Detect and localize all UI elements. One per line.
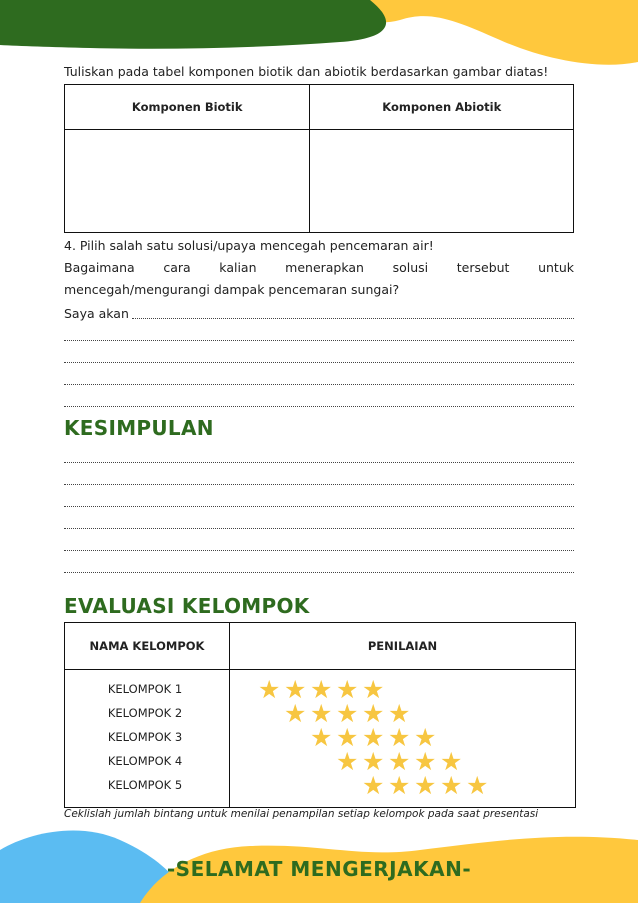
answer-line[interactable] xyxy=(64,384,574,385)
star-icon[interactable]: ★ xyxy=(310,723,333,752)
group-2-label: KELOMPOK 2 xyxy=(107,706,183,720)
star-icon[interactable]: ★ xyxy=(414,747,437,776)
header-abiotik: Komponen Abiotik xyxy=(310,85,574,130)
intro-instruction: Tuliskan pada tabel komponen biotik dan abiotik berdasarkan gambar diatas! xyxy=(64,64,549,79)
group-4-label: KELOMPOK 4 xyxy=(107,754,183,768)
header-nama-kelompok: NAMA KELOMPOK xyxy=(65,623,230,670)
star-icon[interactable]: ★ xyxy=(336,747,359,776)
star-icon[interactable]: ★ xyxy=(336,699,359,728)
star-icon[interactable]: ★ xyxy=(362,747,385,776)
conclusion-line[interactable] xyxy=(64,484,574,485)
biotik-answer-cell[interactable] xyxy=(65,130,310,233)
conclusion-line[interactable] xyxy=(64,572,574,573)
star-icon[interactable]: ★ xyxy=(362,771,385,800)
star-icon[interactable]: ★ xyxy=(388,747,411,776)
group-names-cell xyxy=(65,670,230,808)
star-icon[interactable]: ★ xyxy=(310,675,333,704)
star-icon[interactable]: ★ xyxy=(284,699,307,728)
question-4-title: 4. Pilih salah satu solusi/upaya mencegah pencemaran air! xyxy=(64,238,434,253)
answer-line[interactable] xyxy=(64,340,574,341)
conclusion-line[interactable] xyxy=(64,506,574,507)
star-icon[interactable]: ★ xyxy=(414,771,437,800)
answer-line[interactable] xyxy=(132,318,574,319)
header-biotik: Komponen Biotik xyxy=(65,85,310,130)
star-icon[interactable]: ★ xyxy=(388,723,411,752)
question-4-line-3: mencegah/mengurangi dampak pencemaran sungai? xyxy=(64,282,400,297)
abiotik-answer-cell[interactable] xyxy=(310,130,574,233)
star-icon[interactable]: ★ xyxy=(440,771,463,800)
footer-greeting: -SELAMAT MENGERJAKAN- xyxy=(166,857,472,881)
conclusion-line[interactable] xyxy=(64,462,574,463)
star-icon[interactable]: ★ xyxy=(414,723,437,752)
star-icon[interactable]: ★ xyxy=(362,699,385,728)
star-icon[interactable]: ★ xyxy=(362,723,385,752)
star-icon[interactable]: ★ xyxy=(440,747,463,776)
answer-line[interactable] xyxy=(64,362,574,363)
evaluation-note: Ceklislah jumlah bintang untuk menilai penampilan setiap kelompok pada saat presentasi xyxy=(64,808,539,820)
biotic-abiotic-table xyxy=(64,84,574,233)
star-icon[interactable]: ★ xyxy=(388,771,411,800)
answer-prefix: Saya akan xyxy=(64,306,129,321)
group-5-label: KELOMPOK 5 xyxy=(107,778,183,792)
conclusion-line[interactable] xyxy=(64,550,574,551)
star-icon[interactable]: ★ xyxy=(388,699,411,728)
evaluasi-heading: EVALUASI KELOMPOK xyxy=(64,594,310,618)
group-3-label: KELOMPOK 3 xyxy=(107,730,183,744)
star-icon[interactable]: ★ xyxy=(258,675,281,704)
star-icon[interactable]: ★ xyxy=(310,699,333,728)
header-penilaian: PENILAIAN xyxy=(230,623,576,670)
group-1-label: KELOMPOK 1 xyxy=(107,682,183,696)
star-icon[interactable]: ★ xyxy=(336,723,359,752)
star-icon[interactable]: ★ xyxy=(336,675,359,704)
star-icon[interactable]: ★ xyxy=(284,675,307,704)
star-icon[interactable]: ★ xyxy=(362,675,385,704)
group-evaluation-table xyxy=(64,622,576,808)
answer-line[interactable] xyxy=(64,406,574,407)
star-icon[interactable]: ★ xyxy=(466,771,489,800)
rating-stars-cell xyxy=(230,670,576,808)
question-4-line-2: Bagaimana cara kalian menerapkan solusi tersebut untuk xyxy=(64,260,574,275)
kesimpulan-heading: KESIMPULAN xyxy=(64,416,214,440)
conclusion-line[interactable] xyxy=(64,528,574,529)
